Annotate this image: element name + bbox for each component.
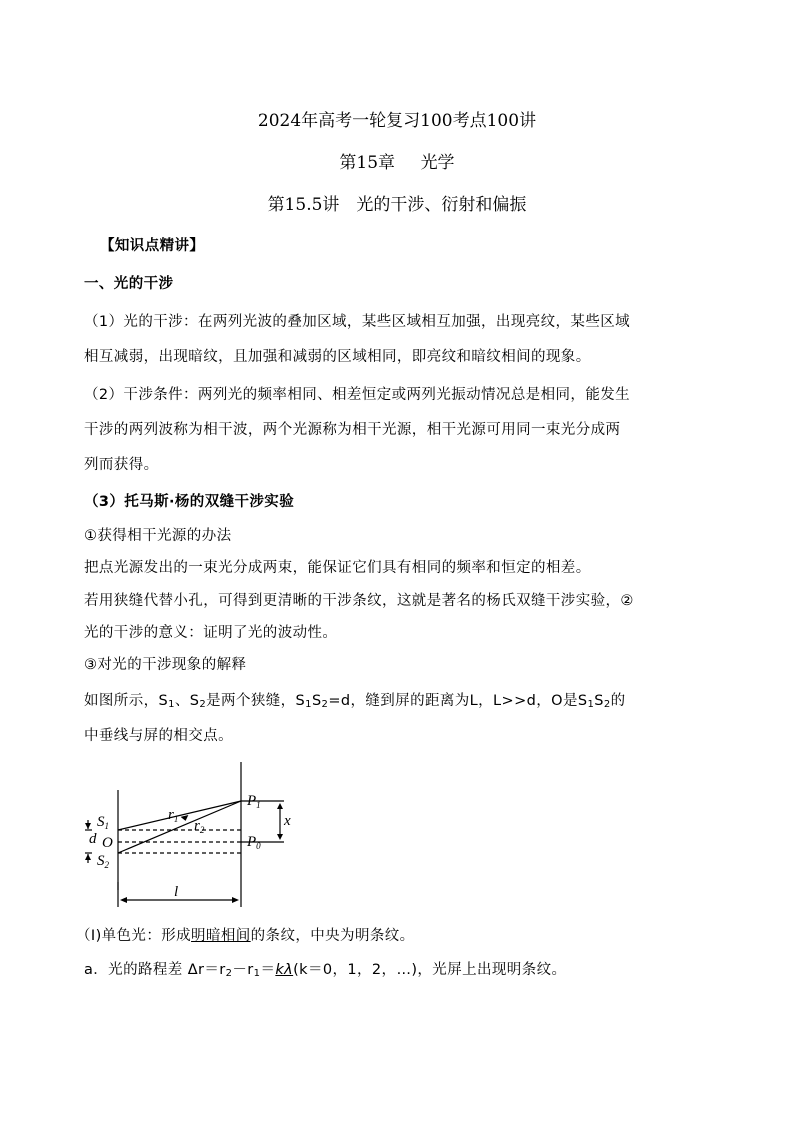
- item1-line1: 把点光源发出的一束光分成两束，能保证它们具有相同的频率和恒定的相差。: [84, 560, 591, 576]
- label-s2: $S_2$: [97, 853, 109, 870]
- item1-heading: ①获得相干光源的办法: [84, 528, 232, 544]
- item3-heading: ③对光的干涉现象的解释: [84, 657, 247, 673]
- ray-r2: [118, 801, 241, 853]
- label-o: O: [102, 835, 113, 851]
- ray-r1: [118, 801, 241, 830]
- p2-line1: （2）干涉条件：两列光的频率相同、相差恒定或两列光振动情况总是相同，能发生: [84, 387, 631, 403]
- item1-line2: 若用狭缝代替小孔，可得到更清晰的干涉条纹，这就是著名的杨氏双缝干涉实验，②: [84, 593, 634, 609]
- item2-line: 光的干涉的意义：证明了光的波动性。: [84, 625, 338, 641]
- mono-line: （Ⅰ)单色光：形成明暗相间的条纹，中央为明条纹。: [76, 928, 415, 944]
- p1-line2: 相互减弱，出现暗纹，且加强和减弱的区域相同，即亮纹和暗纹相间的现象。: [84, 349, 591, 365]
- item3-line2: 中垂线与屏的相交点。: [84, 728, 233, 744]
- lecture-title: 第15.5讲 光的干涉、衍射和偏振: [267, 195, 527, 215]
- double-slit-diagram: [84, 762, 304, 912]
- item3-line1: 如图所示，$S_1$、$S_2$是两个狭缝，$S_1S_2=d$，缝到屏的距离为L，L>>d，O是$S_1S_2$的: [84, 693, 626, 710]
- section-tag: 【知识点精讲】: [100, 238, 205, 254]
- label-d: d: [89, 831, 97, 847]
- section-heading: 一、光的干涉: [84, 276, 174, 292]
- chapter-title: [0, 148, 794, 173]
- label-s1: $S_1$: [97, 814, 109, 831]
- subsection-heading: （3）托马斯·杨的双缝干涉实验: [84, 494, 295, 510]
- label-p1: $P_1$: [247, 793, 261, 810]
- doc-title: 2024年高考一轮复习100考点100讲: [257, 111, 537, 131]
- label-p0: $P_0$: [247, 834, 261, 851]
- p1-line1: （1）光的干涉：在两列光波的叠加区域，某些区域相互加强，出现亮纹，某些区域: [84, 314, 631, 330]
- p2-line2: 干涉的两列波称为相干波，两个光源称为相干光源，相干光源可用同一束光分成两: [84, 422, 621, 438]
- label-x: x: [284, 813, 291, 829]
- p2-line3: 列而获得。: [84, 457, 159, 473]
- chapter-number: 第15章: [339, 153, 396, 173]
- chapter-subject: 光学: [420, 153, 455, 173]
- label-r2: $r_2$: [194, 818, 205, 835]
- label-r1: $r_1$: [168, 807, 179, 824]
- case-a-line: a．光的路程差 $\Delta r=r_2-r_1=k\lambda(k=0$，1，2，…)，光屏上出现明条纹。: [84, 962, 567, 979]
- label-l: l: [174, 884, 179, 900]
